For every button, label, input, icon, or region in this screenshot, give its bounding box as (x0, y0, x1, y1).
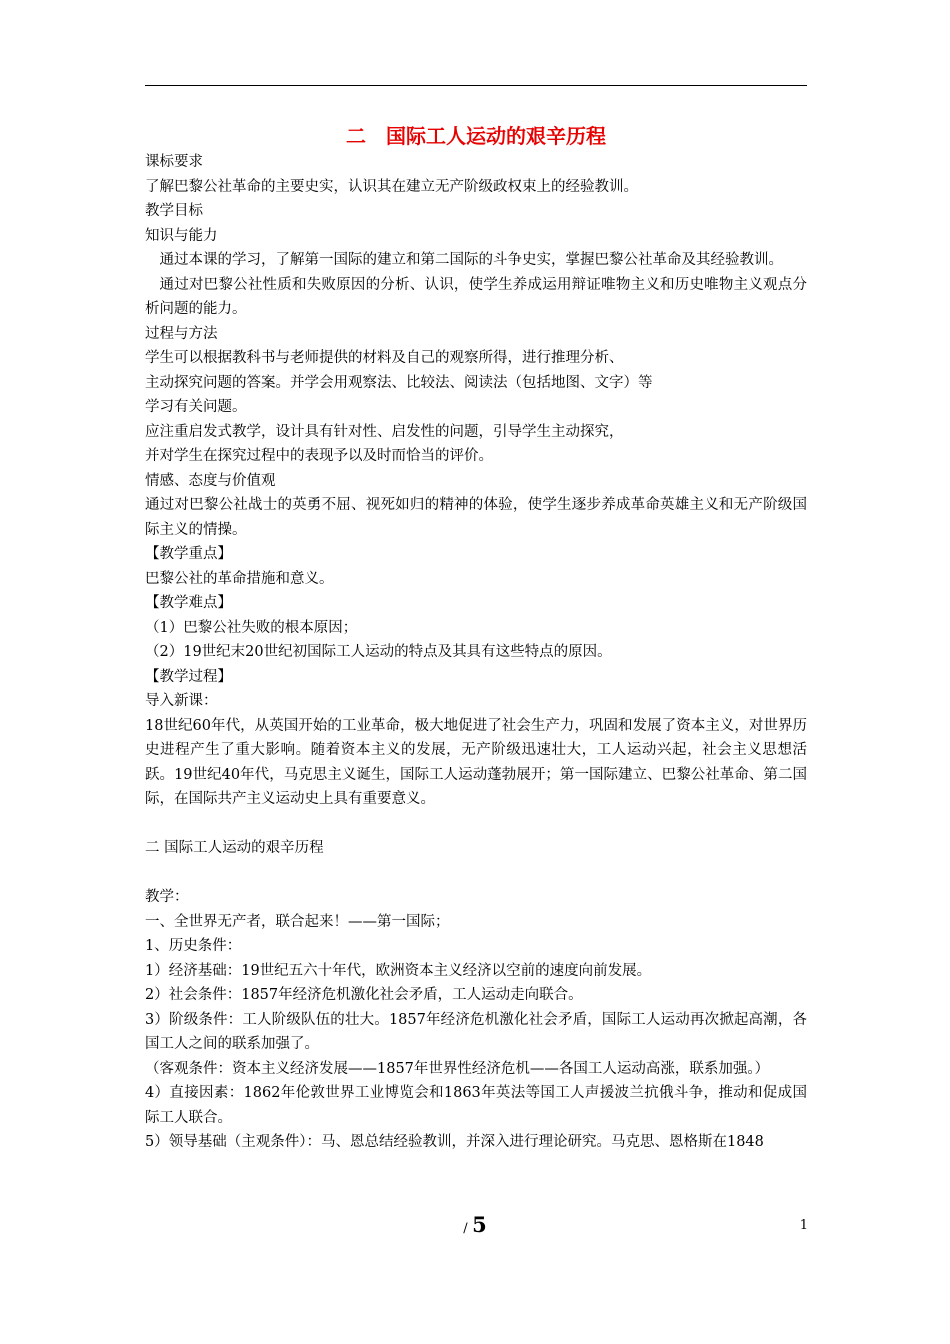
list-item: （1）巴黎公社失败的根本原因； (145, 619, 358, 636)
total-pages: 5 (472, 1212, 487, 1237)
heading-emotion: 情感、态度与价值观 (145, 472, 276, 489)
paragraph-line: 并对学生在探究过程中的表现予以及时而恰当的评价。 (145, 448, 493, 464)
paragraph-line: 主动探究问题的答案。并学会用观察法、比较法、阅读法（包括地图、文字）等 (145, 374, 653, 391)
heading-first-international: 一、全世界无产者，联合起来！——第一国际； (145, 913, 450, 930)
heading-process: 过程与方法 (145, 325, 218, 342)
heading-intro: 导入新课： (145, 693, 218, 709)
page-separator: / (463, 1221, 468, 1236)
paragraph: 通过对巴黎公社战士的英勇不屈、视死如归的精神的体验，使学生逐步养成革命英雄主义和无产阶级国际主义的情操。 (145, 497, 807, 538)
document-body (145, 150, 807, 1155)
paragraph-intro: 18世纪60年代，从英国开始的工业革命，极大地促进了社会生产力，巩固和发展了资本主义，对世界历史进程产生了重大影响。随着资本主义的发展，无产阶级迅速壮大，工人运动兴起，社会主义思想活跃。19世纪40年代，马克思主义诞生，国际工人运动蓬勃展开；第一国际建立、巴黎公社革命、第二国际，在国际共产主义运动史上具有重要意义。 (145, 717, 807, 807)
heading-teaching-process: 【教学过程】 (145, 668, 232, 685)
paragraph: 了解巴黎公社革命的主要史实，认识其在建立无产阶级政权束上的经验教训。 (145, 178, 638, 195)
page-number: 1 (799, 1218, 808, 1233)
list-item: 4）直接因素：1862年伦敦世界工业博览会和1863年英法等国工人声援波兰抗俄斗争，推动和促成国际工人联合。 (145, 1085, 807, 1126)
heading-knowledge: 知识与能力 (145, 227, 218, 244)
paragraph: 通过对巴黎公社性质和失败原因的分析、认识，使学生养成运用辩证唯物主义和历史唯物主义观点分析问题的能力。 (145, 276, 807, 317)
paragraph-line: 学生可以根据教科书与老师提供的材料及自己的观察所得，进行推理分析、 (145, 350, 624, 366)
heading-curriculum: 课标要求 (145, 154, 203, 170)
header-rule (145, 85, 807, 86)
list-item: 2）社会条件：1857年经济危机激化社会矛盾，工人运动走向联合。 (145, 987, 583, 1003)
heading-teaching: 教学： (145, 889, 189, 905)
list-item: 3）阶级条件：工人阶级队伍的壮大。1857年经济危机激化社会矛盾，国际工人运动再次掀起高潮，各国工人之间的联系加强了。 (145, 1011, 807, 1052)
list-item: （客观条件：资本主义经济发展——1857年世界性经济危机——各国工人运动高涨，联系加强。） (145, 1060, 770, 1077)
heading-conditions: 1、历史条件： (145, 938, 242, 954)
paragraph: 通过本课的学习，了解第一国际的建立和第二国际的斗争史实，掌握巴黎公社革命及其经验教训。 (159, 252, 783, 268)
list-item: 1）经济基础：19世纪五六十年代，欧洲资本主义经济以空前的速度向前发展。 (145, 962, 652, 979)
list-item: 5）领导基础（主观条件）：马、恩总结经验教训，并深入进行理论研究。马克思、恩格斯在1848 (145, 1134, 764, 1150)
heading-difficulties: 【教学难点】 (145, 595, 232, 611)
heading-key-points: 【教学重点】 (145, 546, 232, 562)
paragraph-line: 应注重启发式教学，设计具有针对性、启发性的问题，引导学生主动探究， (145, 423, 624, 440)
page-title: 二 国际工人运动的艰辛历程 (346, 124, 606, 148)
paragraph-line: 学习有关问题。 (145, 399, 247, 415)
heading-objectives: 教学目标 (145, 203, 203, 219)
section-title: 二 国际工人运动的艰辛历程 (145, 840, 324, 856)
paragraph: 巴黎公社的革命措施和意义。 (145, 570, 334, 587)
list-item: （2）19世纪末20世纪初国际工人运动的特点及其具有这些特点的原因。 (145, 644, 612, 660)
